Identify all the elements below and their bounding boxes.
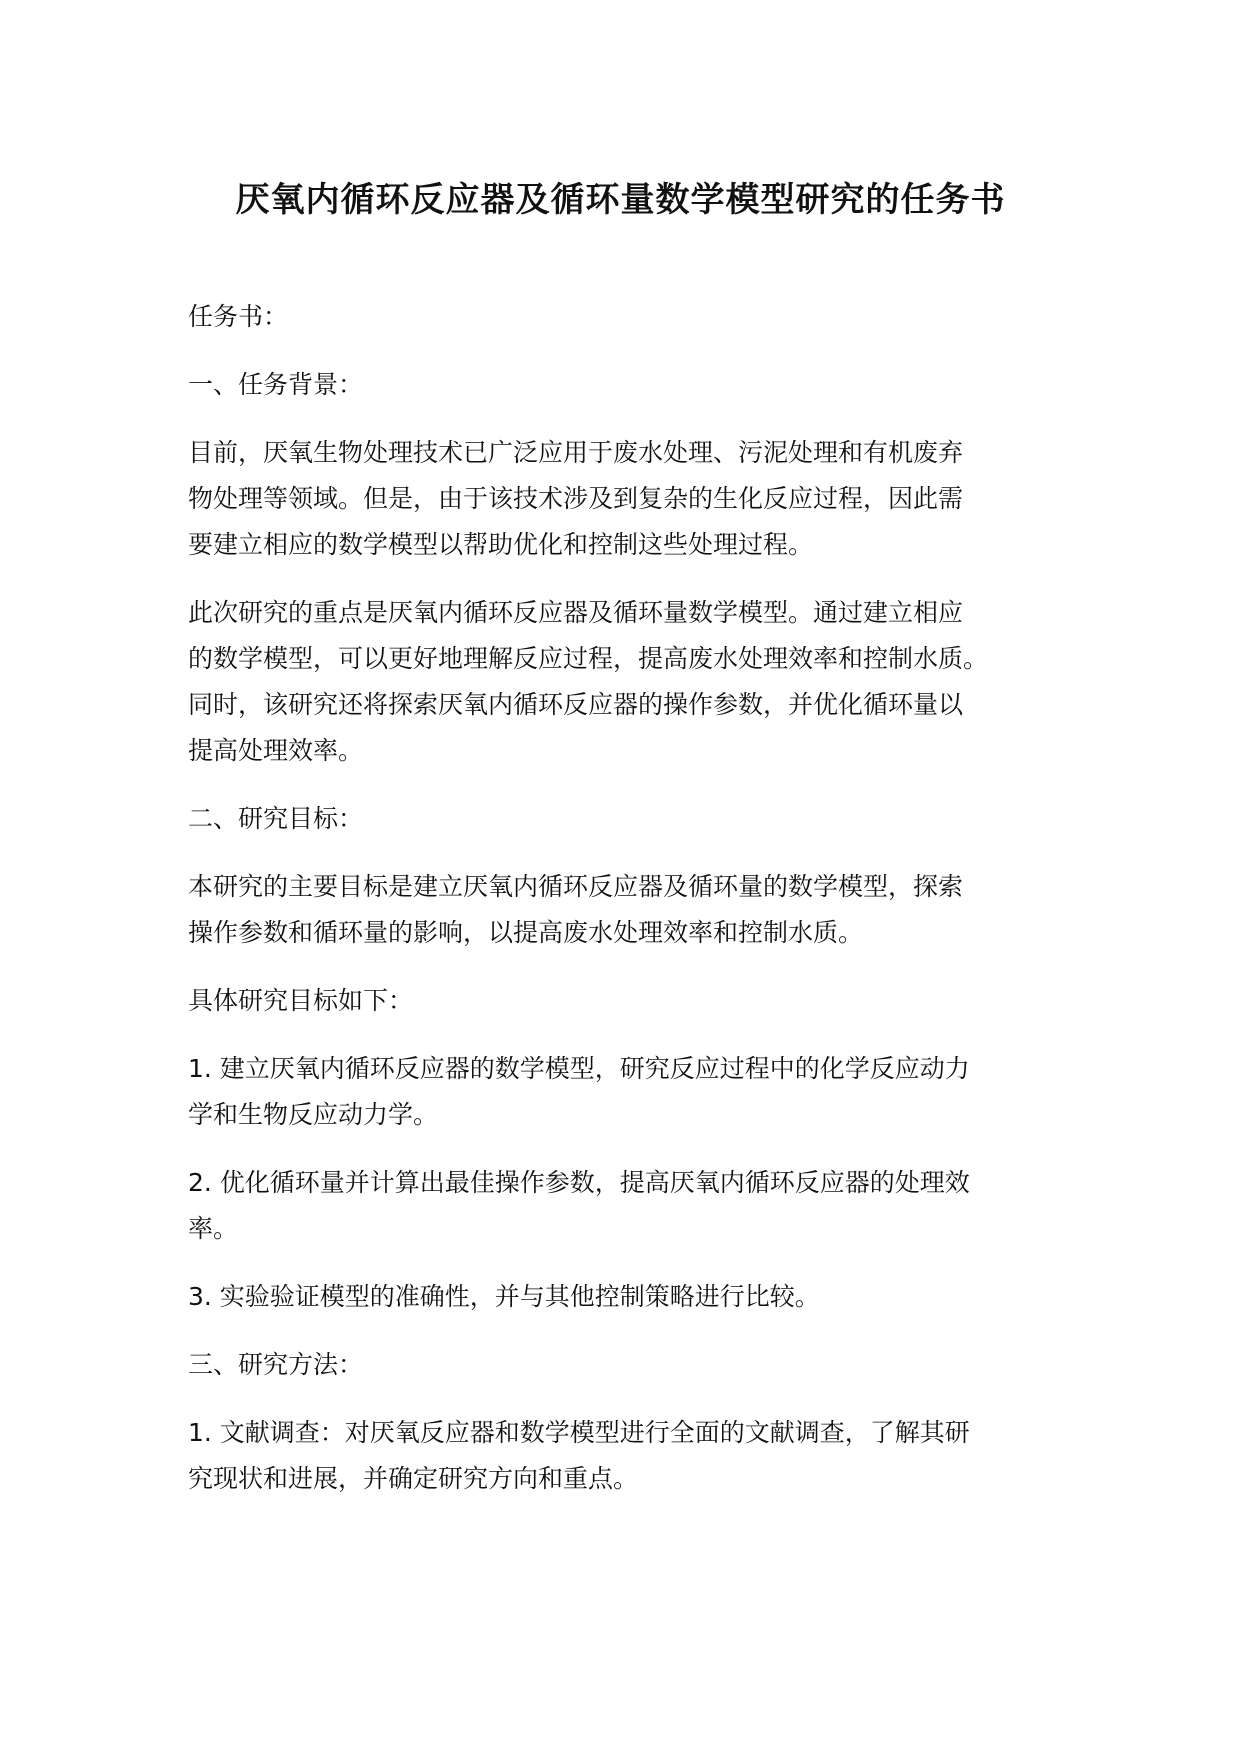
list-item-goal-1	[188, 1046, 1068, 1138]
text-line: 操作参数和循环量的影响，以提高废水处理效率和控制水质。	[188, 918, 864, 947]
text-line: 同时，该研究还将探索厌氧内循环反应器的操作参数，并优化循环量以	[188, 690, 964, 719]
text-line: 具体研究目标如下：	[188, 986, 414, 1015]
section-heading-methods	[188, 1342, 1068, 1388]
text-line: 要建立相应的数学模型以帮助优化和控制这些处理过程。	[188, 530, 814, 559]
section-heading-goals	[188, 796, 1068, 842]
list-item-method-1	[188, 1410, 1068, 1502]
document-title: 厌氧内循环反应器及循环量数学模型研究的任务书	[235, 180, 1006, 220]
document-body	[188, 294, 1068, 1524]
text-line: 一、任务背景：	[188, 370, 364, 399]
list-item-goal-3	[188, 1274, 1068, 1320]
text-line: 2. 优化循环量并计算出最佳操作参数，提高厌氧内循环反应器的处理效	[188, 1168, 970, 1197]
text-line: 1. 建立厌氧内循环反应器的数学模型，研究反应过程中的化学反应动力	[188, 1054, 970, 1083]
text-line: 1. 文献调查：对厌氧反应器和数学模型进行全面的文献调查，了解其研	[188, 1418, 970, 1447]
text-line: 提高处理效率。	[188, 736, 364, 765]
paragraph-background-2	[188, 590, 1068, 774]
text-line: 此次研究的重点是厌氧内循环反应器及循环量数学模型。通过建立相应	[188, 598, 964, 627]
text-line: 究现状和进展，并确定研究方向和重点。	[188, 1464, 639, 1493]
text-line: 率。	[188, 1214, 239, 1243]
text-line: 3. 实验验证模型的准确性，并与其他控制策略进行比较。	[188, 1282, 820, 1311]
paragraph-goals	[188, 864, 1068, 956]
text-line: 目前，厌氧生物处理技术已广泛应用于废水处理、污泥处理和有机废弃	[188, 438, 964, 467]
text-line: 学和生物反应动力学。	[188, 1100, 439, 1129]
list-item-goal-2	[188, 1160, 1068, 1252]
text-line: 任务书：	[188, 302, 289, 331]
text-line: 三、研究方法：	[188, 1350, 364, 1379]
text-line: 二、研究目标：	[188, 804, 364, 833]
section-heading-background	[188, 362, 1068, 408]
paragraph-specific-goals	[188, 978, 1068, 1024]
paragraph-background-1	[188, 430, 1068, 568]
text-line: 本研究的主要目标是建立厌氧内循环反应器及循环量的数学模型，探索	[188, 872, 964, 901]
text-line: 的数学模型，可以更好地理解反应过程，提高废水处理效率和控制水质。	[188, 644, 989, 673]
text-line: 物处理等领域。但是，由于该技术涉及到复杂的生化反应过程，因此需	[188, 484, 964, 513]
paragraph-heading-task	[188, 294, 1068, 340]
